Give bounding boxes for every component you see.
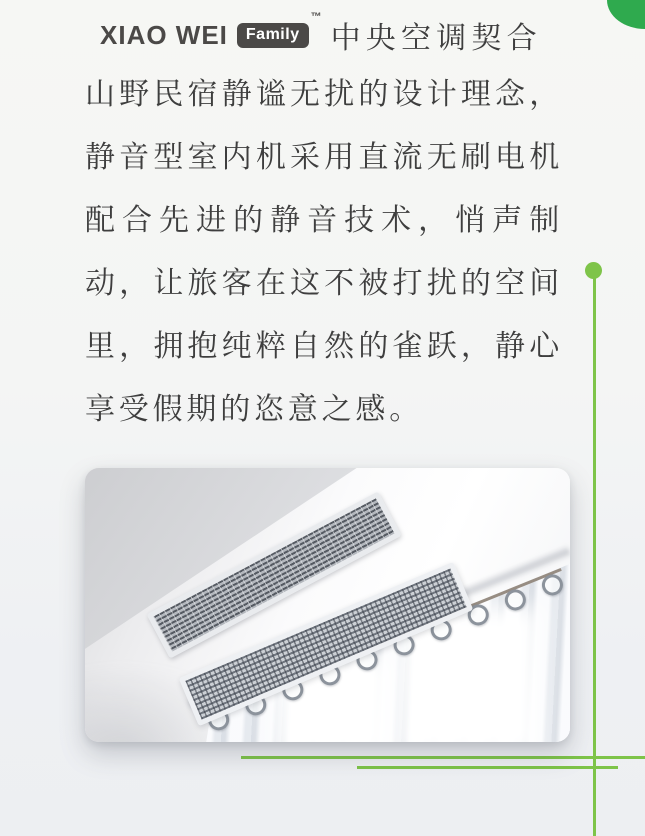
heading-text: 中央空调契合 xyxy=(330,22,542,55)
ac-vent-photo xyxy=(85,468,570,742)
paragraph-text: 山野民宿静谧无扰的设计理念，静音型室内机采用直流无刷电机配合先进的静音技术，悄声制动，让旅客在这不被打扰的空间里，拥抱纯粹自然的雀跃，静心享受假期的恣意之感。 xyxy=(85,78,563,426)
horizontal-accent-line-2 xyxy=(357,766,618,769)
brand-family-badge: Family xyxy=(237,23,309,48)
brand-wordmark: XIAO WEI xyxy=(100,19,228,50)
article-body xyxy=(85,7,563,441)
brand-line xyxy=(85,7,563,63)
trademark-symbol: ™ xyxy=(310,11,322,23)
vertical-accent-line xyxy=(593,277,596,836)
horizontal-accent-line-1 xyxy=(241,756,645,759)
corner-accent-shape xyxy=(607,0,645,29)
